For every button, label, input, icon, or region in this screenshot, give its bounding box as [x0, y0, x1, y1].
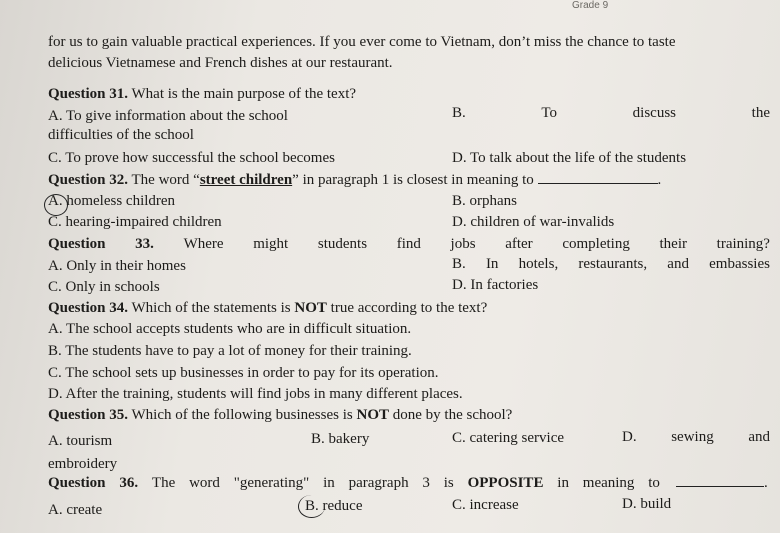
grade-header: Grade 9 [572, 0, 609, 11]
question-36: Question 36. The word "generating" in paragraph 3 is OPPOSITE in meaning to [48, 475, 660, 491]
question-31-label: Question 31. [48, 86, 129, 102]
q33-option-d: D. In factories [452, 277, 539, 293]
question-35-label: Question 35. [48, 407, 129, 423]
passage-line-1: for us to gain valuable practical experiences. If you ever come to Vietnam, don’t miss the chance to taste [48, 34, 676, 50]
answer-blank-32 [538, 171, 658, 184]
q32-option-b: B. orphans [452, 193, 517, 209]
q31-option-b-cont: difficulties of the school [48, 127, 194, 143]
q36-option-d: D. build [622, 496, 672, 512]
q32-option-a: A. homeless children [48, 193, 176, 209]
question-36-blank: . [676, 474, 768, 492]
q35-option-d: D. sewing and [622, 429, 770, 445]
question-34-label: Question 34. [48, 300, 129, 316]
q34-option-b: B. The students have to pay a lot of money for their training. [48, 343, 412, 359]
q33-option-b: B. In hotels, restaurants, and embassies [452, 256, 770, 272]
q31-option-c: C. To prove how successful the school becomes [48, 150, 335, 166]
q31-option-a: A. To give information about the school [48, 108, 288, 124]
q34-option-d: D. After the training, students will find jobs in many different places. [48, 386, 463, 402]
q35-option-c: C. catering service [452, 430, 565, 446]
q33-option-a: A. Only in their homes [48, 258, 186, 274]
passage-line-2: delicious Vietnamese and French dishes at our restaurant. [48, 55, 393, 71]
q36-option-b: B. reduce [305, 498, 363, 514]
street-children-term: street children [199, 172, 293, 188]
q35-option-b: B. bakery [311, 431, 370, 447]
q36-option-a: A. create [48, 502, 103, 518]
answer-blank-36 [676, 474, 764, 487]
question-32: Question 32. The word “street children” in paragraph 1 is closest in meaning to . [48, 172, 662, 188]
question-34: Question 34. Which of the statements is NOT true according to the text? [48, 300, 488, 316]
question-31-text: What is the main purpose of the text? [131, 86, 357, 102]
question-32-label: Question 32. [48, 172, 129, 188]
question-33: Question 33. Where might students find jobs after completing their training? [48, 236, 770, 252]
q35-option-d-cont: embroidery [48, 456, 118, 472]
q31-option-b: B. To discuss the [452, 105, 770, 121]
q34-option-a: A. The school accepts students who are in difficult situation. [48, 321, 412, 337]
q35-option-a: A. tourism [48, 433, 113, 449]
question-31 [48, 85, 356, 103]
q32-option-c: C. hearing-impaired children [48, 214, 222, 230]
q32-option-d: D. children of war-invalids [452, 214, 615, 230]
q33-option-c: C. Only in schools [48, 279, 160, 295]
q31-option-d: D. To talk about the life of the students [452, 150, 687, 166]
question-35: Question 35. Which of the following businesses is NOT done by the school? [48, 407, 513, 423]
q36-option-c: C. increase [452, 497, 519, 513]
q34-option-c: C. The school sets up businesses in order to pay for its operation. [48, 365, 439, 381]
